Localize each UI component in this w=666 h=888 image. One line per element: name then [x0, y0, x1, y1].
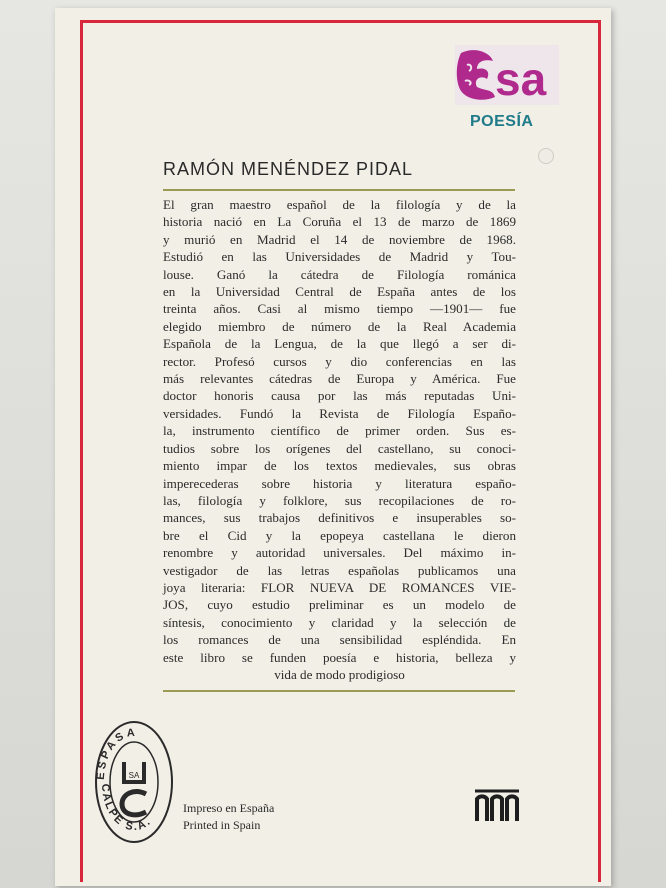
svg-text:CALPE S.A.: CALPE S.A.: [98, 783, 154, 834]
biography-line: vida de modo prodigioso: [274, 666, 405, 682]
biography-line: treinta años. Casi al mismo tiempo —1901— fue: [163, 301, 516, 317]
biography-line: más relevantes cátedras de Europa y América. Fue: [163, 371, 516, 387]
biography-line: El gran maestro español de la filología y de la: [163, 197, 516, 212]
biography-line: Española de la Lengua, de la que llegó a ser di-: [163, 336, 516, 352]
imprint-text: [183, 800, 323, 834]
divider-bottom: [163, 690, 515, 692]
biography-line: imperecederas sobre historia y literatura españo-: [163, 475, 516, 491]
biography-line: las, filología y folklore, sus recopilaciones de ro-: [163, 492, 516, 508]
biography-line: joya literaria: FLOR NUEVA DE ROMANCES VIE-: [163, 579, 516, 595]
imprint-spain: Impreso en España: [183, 801, 275, 815]
biography-line: este libro se funden poesía e historia, belleza y: [163, 649, 516, 665]
biography-line: y murió en Madrid el 14 de noviembre de 1968.: [163, 231, 516, 247]
biography-line: Estudió en las Universidades de Madrid y Tou-: [163, 249, 516, 265]
biography-line: historia nació en La Coruña el 13 de marzo de 1869: [163, 214, 516, 230]
biography-line: vestigador de las letras españolas publicamos una: [163, 562, 516, 578]
biography-line: versidades. Fundó la Revista de Filología Españo-: [163, 405, 516, 421]
biography-line: bre el Cid y la epopeya castellana le dieron: [163, 527, 516, 543]
biography-line: la, instrumento científico de primer orden. Sus es-: [163, 423, 516, 439]
svg-text:ESPASA: ESPASA: [94, 726, 139, 781]
svg-text:sa: sa: [495, 53, 547, 105]
svg-text:SA: SA: [128, 771, 140, 780]
biography-line: miento impar de los textos medievales, sus obras: [163, 458, 516, 474]
biography-line: elegido miembro de número de la Real Academia: [163, 318, 516, 334]
biography-line: tudios sobre los orígenes del castellano, su conoci-: [163, 440, 516, 456]
biography-line: en la Universidad Central de España antes de los: [163, 284, 516, 300]
series-label: POESÍA: [470, 113, 534, 130]
biography-line: síntesis, conocimiento y claridad y la selección de: [163, 614, 516, 630]
esa-logo-icon: [455, 45, 559, 105]
biography-line: renombre y autoridad universales. Del máximo in-: [163, 545, 516, 561]
imprint-english: Printed in Spain: [183, 818, 261, 832]
punch-hole: [538, 148, 554, 164]
biography-line: doctor honoris causa por las más reputadas Uni-: [163, 388, 516, 404]
divider-top: [163, 189, 515, 191]
author-name: RAMÓN MENÉNDEZ PIDAL: [163, 159, 414, 179]
biography-line: louse. Ganó la cátedra de Filología románica: [163, 266, 516, 282]
biography-text: [163, 196, 516, 683]
espasa-calpe-seal-icon: [94, 718, 174, 846]
biography-line: mances, sus trabajos definitivos e insuperables so-: [163, 510, 516, 526]
publisher-arches-icon: [474, 787, 520, 823]
biography-line: JOS, cuyo estudio preliminar es un modelo de: [163, 597, 516, 613]
biography-line: rector. Profesó cursos y dio conferencias en las: [163, 353, 516, 369]
biography-line: los romances de una sensibilidad espléndida. En: [163, 632, 516, 648]
